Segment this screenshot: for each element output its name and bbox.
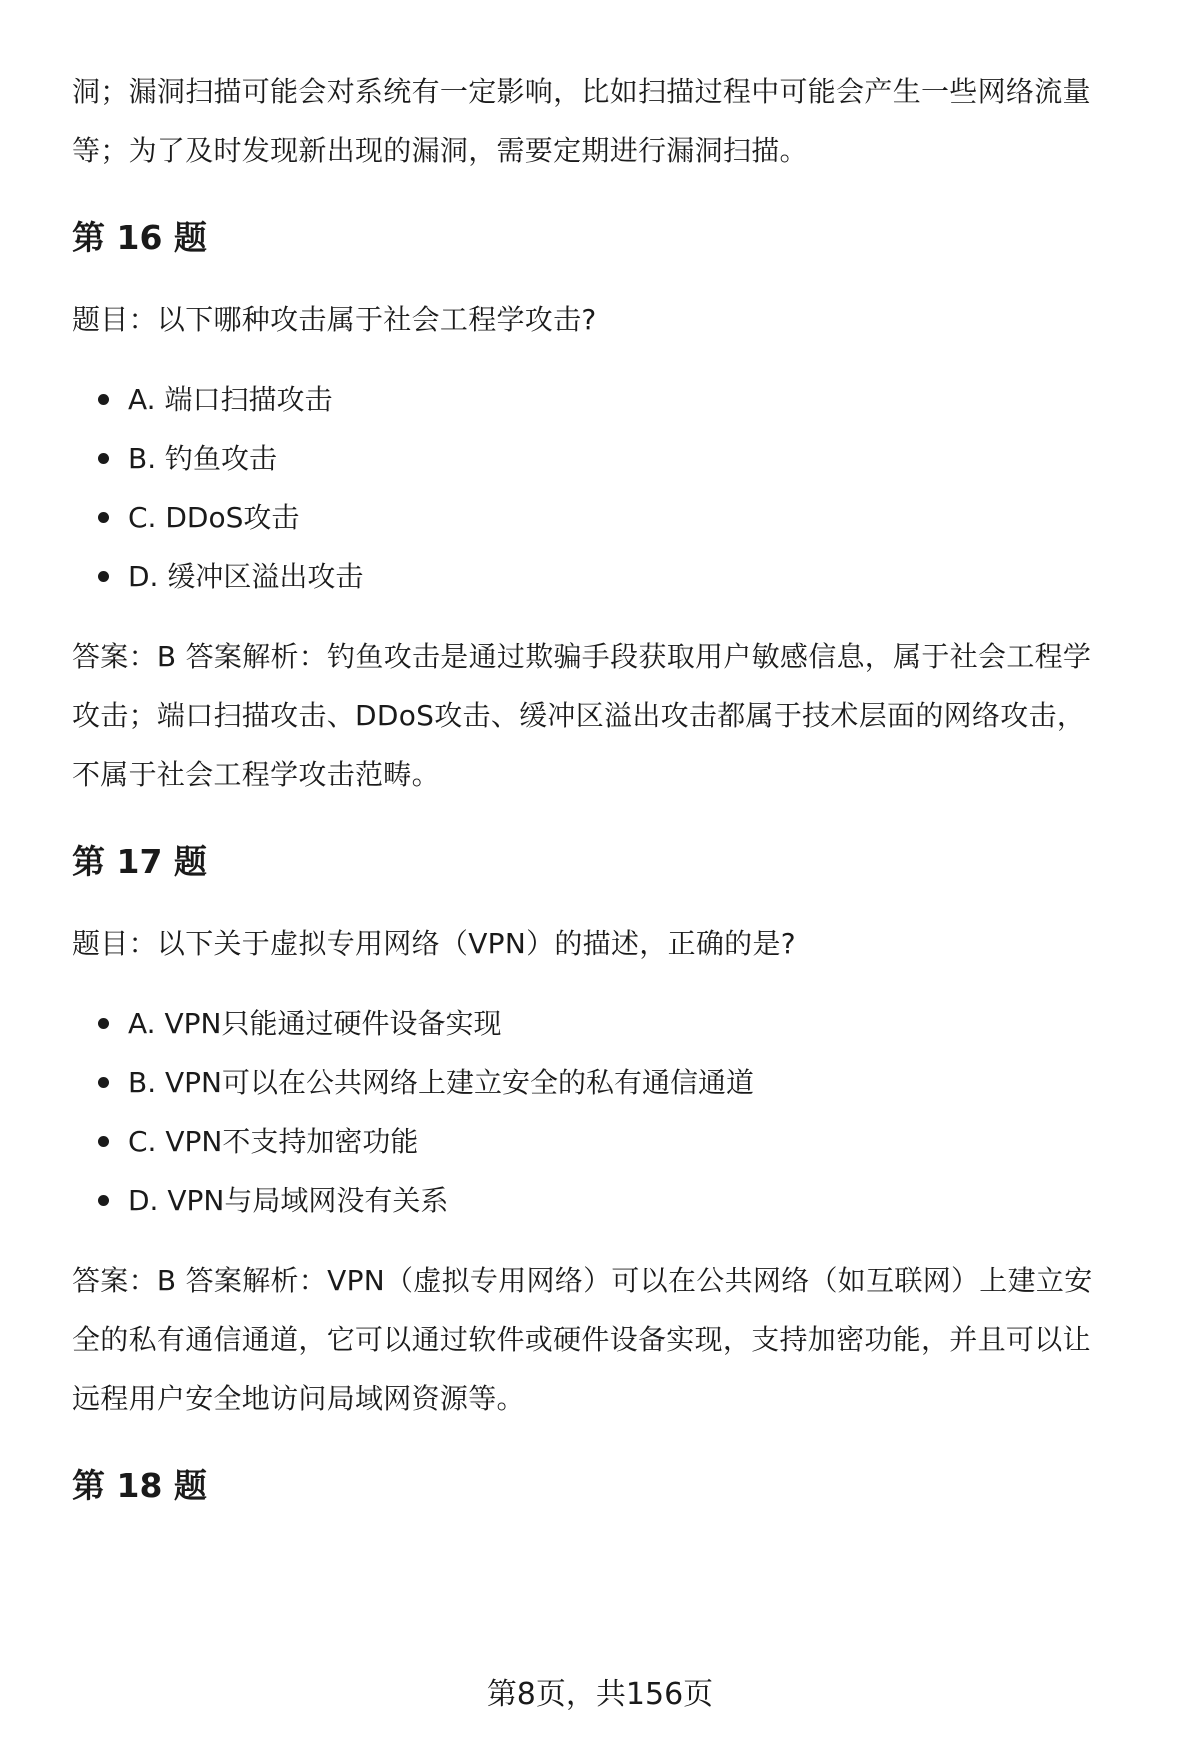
question-16: [72, 216, 1142, 804]
option-d: [72, 547, 1142, 606]
answer-line: 攻击；端口扫描攻击、DDoS攻击、缓冲区溢出攻击都属于技术层面的网络攻击，: [72, 699, 1086, 732]
answer-line: 全的私有通信通道，它可以通过软件或硬件设备实现，支持加密功能，并且可以让: [72, 1323, 1091, 1356]
bullet-icon: [98, 1136, 109, 1147]
options-list: [72, 994, 1142, 1230]
question-title: 第 16 题: [72, 218, 207, 257]
option-d: [72, 1171, 1142, 1230]
option-b: [72, 429, 1142, 488]
bullet-icon: [98, 1018, 109, 1029]
option-label: D. VPN与局域网没有关系: [128, 1184, 449, 1217]
question-title: 第 17 题: [72, 842, 207, 881]
option-label: C. DDoS攻击: [128, 501, 300, 534]
option-label: A. VPN只能通过硬件设备实现: [128, 1007, 502, 1040]
intro-paragraph: [72, 62, 1142, 180]
bullet-icon: [98, 1195, 109, 1206]
bullet-icon: [98, 571, 109, 582]
question-stem: 题目：以下哪种攻击属于社会工程学攻击?: [72, 303, 597, 336]
option-a: [72, 994, 1142, 1053]
option-label: A. 端口扫描攻击: [128, 383, 333, 416]
question-title: 第 18 题: [72, 1466, 207, 1505]
answer-line: 不属于社会工程学攻击范畴。: [72, 758, 440, 791]
options-list: [72, 370, 1142, 606]
question-18: [72, 1464, 1142, 1508]
option-label: C. VPN不支持加密功能: [128, 1125, 419, 1158]
bullet-icon: [98, 453, 109, 464]
answer-explanation: [72, 1251, 1142, 1428]
answer-line: 答案：B 答案解析：钓鱼攻击是通过欺骗手段获取用户敏感信息，属于社会工程学: [72, 640, 1092, 673]
question-17: [72, 840, 1142, 1428]
intro-line: 等；为了及时发现新出现的漏洞，需要定期进行漏洞扫描。: [72, 134, 808, 167]
page-number-footer: 第8页，共156页: [486, 1677, 714, 1712]
option-b: [72, 1053, 1142, 1112]
answer-explanation: [72, 627, 1142, 804]
intro-line: 洞；漏洞扫描可能会对系统有一定影响，比如扫描过程中可能会产生一些网络流量: [72, 75, 1091, 108]
bullet-icon: [98, 1077, 109, 1088]
bullet-icon: [98, 394, 109, 405]
option-c: [72, 1112, 1142, 1171]
answer-line: 答案：B 答案解析：VPN（虚拟专用网络）可以在公共网络（如互联网）上建立安: [72, 1264, 1093, 1297]
option-c: [72, 488, 1142, 547]
document-page: [72, 62, 1142, 1508]
bullet-icon: [98, 512, 109, 523]
question-stem: 题目：以下关于虚拟专用网络（VPN）的描述，正确的是?: [72, 927, 796, 960]
option-label: D. 缓冲区溢出攻击: [128, 560, 364, 593]
answer-line: 远程用户安全地访问局域网资源等。: [72, 1382, 525, 1415]
option-label: B. VPN可以在公共网络上建立安全的私有通信通道: [128, 1066, 754, 1099]
option-label: B. 钓鱼攻击: [128, 442, 278, 475]
option-a: [72, 370, 1142, 429]
